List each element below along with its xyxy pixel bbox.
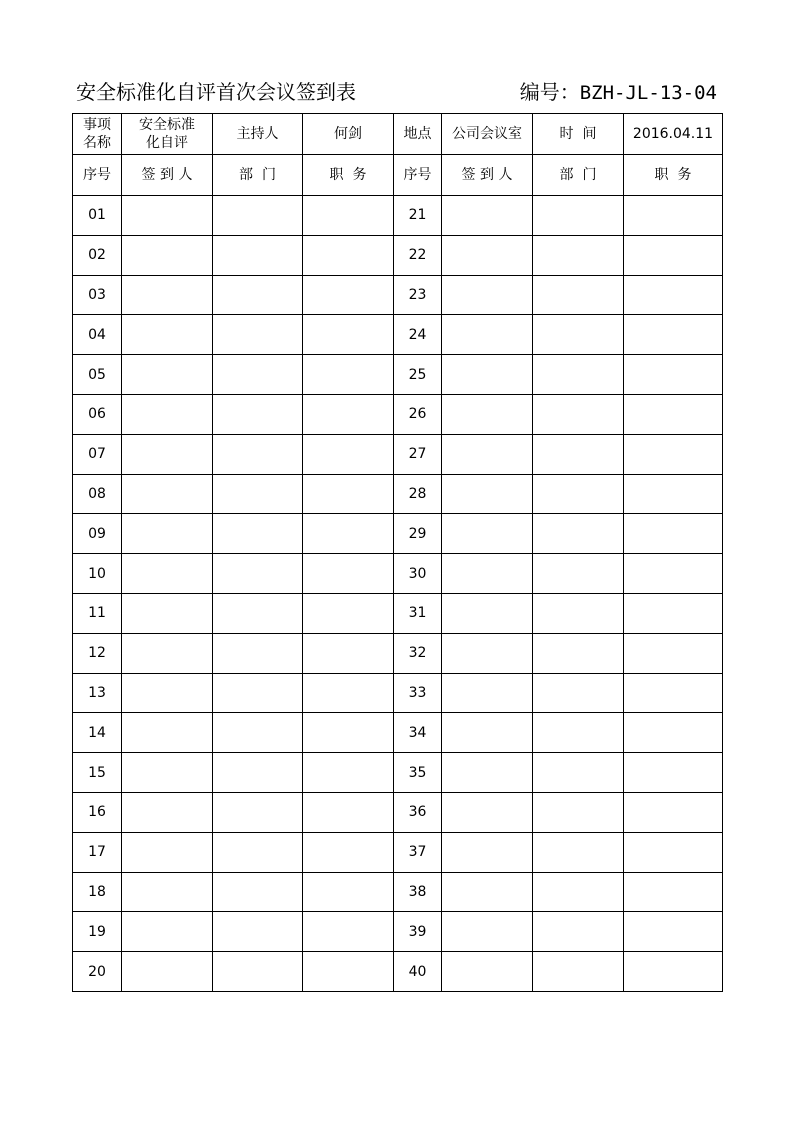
department-cell[interactable]	[213, 633, 303, 673]
position-cell[interactable]	[303, 713, 394, 753]
table-row	[73, 554, 723, 594]
position-cell[interactable]	[624, 434, 723, 474]
signer-cell[interactable]	[122, 355, 213, 395]
signer-cell[interactable]	[442, 514, 533, 554]
signer-cell[interactable]	[122, 872, 213, 912]
position-cell[interactable]	[303, 394, 394, 434]
position-cell[interactable]	[624, 394, 723, 434]
position-cell[interactable]	[303, 792, 394, 832]
position-cell[interactable]	[624, 832, 723, 872]
position-cell[interactable]	[624, 315, 723, 355]
row-number-right: 26	[394, 394, 442, 434]
row-number-left: 05	[73, 355, 122, 395]
row-number-right: 30	[394, 554, 442, 594]
signer-cell[interactable]	[442, 355, 533, 395]
row-number-left: 20	[73, 952, 122, 992]
department-cell[interactable]	[533, 673, 624, 713]
signer-cell[interactable]	[442, 196, 533, 236]
position-cell[interactable]	[303, 952, 394, 992]
signer-cell[interactable]	[122, 792, 213, 832]
row-number-left: 07	[73, 434, 122, 474]
table-row	[73, 872, 723, 912]
place-value: 公司会议室	[442, 114, 533, 155]
row-number-left: 09	[73, 514, 122, 554]
department-cell[interactable]	[213, 753, 303, 793]
position-cell[interactable]	[624, 474, 723, 514]
department-cell[interactable]	[533, 355, 624, 395]
position-cell[interactable]	[624, 554, 723, 594]
position-cell[interactable]	[303, 196, 394, 236]
department-cell[interactable]	[213, 434, 303, 474]
department-cell[interactable]	[213, 872, 303, 912]
table-row	[73, 315, 723, 355]
signer-cell[interactable]	[442, 593, 533, 633]
col-signer-right: 签 到 人	[442, 155, 533, 196]
table-row	[73, 196, 723, 236]
row-number-left: 10	[73, 554, 122, 594]
department-cell[interactable]	[533, 832, 624, 872]
department-cell[interactable]	[213, 554, 303, 594]
row-number-left: 15	[73, 753, 122, 793]
position-cell[interactable]	[624, 633, 723, 673]
signer-cell[interactable]	[442, 832, 533, 872]
row-number-right: 39	[394, 912, 442, 952]
signer-cell[interactable]	[442, 434, 533, 474]
table-row	[73, 633, 723, 673]
table-row	[73, 434, 723, 474]
position-cell[interactable]	[303, 235, 394, 275]
code-label: 编号：	[519, 80, 580, 104]
table-row	[73, 753, 723, 793]
position-cell[interactable]	[624, 275, 723, 315]
signer-cell[interactable]	[122, 394, 213, 434]
host-value: 何剑	[303, 114, 394, 155]
table-row	[73, 355, 723, 395]
row-number-left: 11	[73, 593, 122, 633]
department-cell[interactable]	[533, 593, 624, 633]
signer-cell[interactable]	[442, 952, 533, 992]
position-cell[interactable]	[624, 753, 723, 793]
table-row	[73, 832, 723, 872]
department-cell[interactable]	[213, 514, 303, 554]
row-number-right: 22	[394, 235, 442, 275]
row-number-right: 36	[394, 792, 442, 832]
row-number-left: 04	[73, 315, 122, 355]
row-number-left: 08	[73, 474, 122, 514]
department-cell[interactable]	[213, 474, 303, 514]
row-number-left: 01	[73, 196, 122, 236]
position-cell[interactable]	[303, 912, 394, 952]
department-cell[interactable]	[213, 196, 303, 236]
department-cell[interactable]	[213, 912, 303, 952]
department-cell[interactable]	[533, 952, 624, 992]
time-label: 时 间	[533, 114, 624, 155]
position-cell[interactable]	[624, 872, 723, 912]
row-number-left: 16	[73, 792, 122, 832]
row-number-right: 21	[394, 196, 442, 236]
code-value: BZH-JL-13-04	[579, 82, 717, 104]
row-number-right: 25	[394, 355, 442, 395]
signer-cell[interactable]	[122, 514, 213, 554]
signer-cell[interactable]	[442, 554, 533, 594]
signer-cell[interactable]	[442, 753, 533, 793]
position-cell[interactable]	[303, 554, 394, 594]
info-row	[73, 114, 723, 155]
position-cell[interactable]	[624, 792, 723, 832]
row-number-left: 02	[73, 235, 122, 275]
table-row	[73, 235, 723, 275]
department-cell[interactable]	[533, 434, 624, 474]
department-cell[interactable]	[533, 912, 624, 952]
row-number-left: 03	[73, 275, 122, 315]
row-number-right: 33	[394, 673, 442, 713]
signer-cell[interactable]	[442, 792, 533, 832]
sign-in-table	[72, 113, 723, 992]
department-cell[interactable]	[533, 196, 624, 236]
signer-cell[interactable]	[122, 753, 213, 793]
department-cell[interactable]	[533, 474, 624, 514]
row-number-right: 35	[394, 753, 442, 793]
row-number-right: 28	[394, 474, 442, 514]
signer-cell[interactable]	[122, 952, 213, 992]
position-cell[interactable]	[303, 633, 394, 673]
signer-cell[interactable]	[442, 394, 533, 434]
department-cell[interactable]	[213, 593, 303, 633]
signer-cell[interactable]	[122, 633, 213, 673]
position-cell[interactable]	[303, 355, 394, 395]
signer-cell[interactable]	[442, 633, 533, 673]
signer-cell[interactable]	[122, 434, 213, 474]
department-cell[interactable]	[533, 753, 624, 793]
document-title: 安全标准化自评首次会议签到表	[76, 80, 356, 104]
position-cell[interactable]	[624, 235, 723, 275]
table-row	[73, 912, 723, 952]
row-number-left: 14	[73, 713, 122, 753]
department-cell[interactable]	[213, 832, 303, 872]
signer-cell[interactable]	[122, 474, 213, 514]
item-value: 安全标准化自评	[122, 114, 213, 155]
signer-cell[interactable]	[122, 196, 213, 236]
signer-cell[interactable]	[122, 275, 213, 315]
row-number-right: 24	[394, 315, 442, 355]
row-number-left: 18	[73, 872, 122, 912]
signer-cell[interactable]	[442, 275, 533, 315]
department-cell[interactable]	[533, 235, 624, 275]
row-number-right: 32	[394, 633, 442, 673]
position-cell[interactable]	[303, 872, 394, 912]
department-cell[interactable]	[533, 872, 624, 912]
department-cell[interactable]	[533, 792, 624, 832]
position-cell[interactable]	[303, 474, 394, 514]
table-row	[73, 673, 723, 713]
table-row	[73, 792, 723, 832]
row-number-left: 12	[73, 633, 122, 673]
signer-cell[interactable]	[442, 235, 533, 275]
col-title-right: 职 务	[624, 155, 723, 196]
department-cell[interactable]	[213, 394, 303, 434]
signer-cell[interactable]	[122, 315, 213, 355]
row-number-right: 34	[394, 713, 442, 753]
host-label: 主持人	[213, 114, 303, 155]
position-cell[interactable]	[624, 713, 723, 753]
table-row	[73, 394, 723, 434]
department-cell[interactable]	[213, 792, 303, 832]
department-cell[interactable]	[533, 275, 624, 315]
signer-cell[interactable]	[442, 912, 533, 952]
position-cell[interactable]	[624, 673, 723, 713]
position-cell[interactable]	[624, 196, 723, 236]
department-cell[interactable]	[533, 554, 624, 594]
signer-cell[interactable]	[122, 235, 213, 275]
signer-cell[interactable]	[122, 593, 213, 633]
signer-cell[interactable]	[122, 673, 213, 713]
row-number-right: 37	[394, 832, 442, 872]
row-number-left: 17	[73, 832, 122, 872]
signer-cell[interactable]	[442, 872, 533, 912]
position-cell[interactable]	[303, 514, 394, 554]
signer-cell[interactable]	[122, 832, 213, 872]
row-number-right: 23	[394, 275, 442, 315]
col-signer-left: 签 到 人	[122, 155, 213, 196]
time-value: 2016.04.11	[624, 114, 723, 155]
signer-cell[interactable]	[442, 474, 533, 514]
position-cell[interactable]	[303, 753, 394, 793]
signer-cell[interactable]	[122, 554, 213, 594]
table-row	[73, 713, 723, 753]
col-dept-left: 部 门	[213, 155, 303, 196]
col-seq-right: 序号	[394, 155, 442, 196]
department-cell[interactable]	[213, 713, 303, 753]
row-number-right: 40	[394, 952, 442, 992]
position-cell[interactable]	[624, 912, 723, 952]
row-number-right: 27	[394, 434, 442, 474]
document-code	[520, 80, 717, 105]
signer-cell[interactable]	[442, 315, 533, 355]
row-number-right: 38	[394, 872, 442, 912]
row-number-left: 13	[73, 673, 122, 713]
department-cell[interactable]	[533, 514, 624, 554]
position-cell[interactable]	[624, 514, 723, 554]
signer-cell[interactable]	[442, 673, 533, 713]
position-cell[interactable]	[303, 315, 394, 355]
position-cell[interactable]	[303, 275, 394, 315]
row-number-left: 06	[73, 394, 122, 434]
department-cell[interactable]	[533, 315, 624, 355]
row-number-left: 19	[73, 912, 122, 952]
department-cell[interactable]	[213, 355, 303, 395]
position-cell[interactable]	[303, 434, 394, 474]
position-cell[interactable]	[624, 355, 723, 395]
table-row	[73, 593, 723, 633]
department-cell[interactable]	[533, 394, 624, 434]
row-number-right: 31	[394, 593, 442, 633]
department-cell[interactable]	[213, 235, 303, 275]
department-cell[interactable]	[213, 952, 303, 992]
column-header-row	[73, 155, 723, 196]
item-label: 事项名称	[73, 114, 122, 155]
position-cell[interactable]	[303, 593, 394, 633]
department-cell[interactable]	[213, 315, 303, 355]
table-row	[73, 474, 723, 514]
place-label: 地点	[394, 114, 442, 155]
department-cell[interactable]	[213, 673, 303, 713]
department-cell[interactable]	[213, 275, 303, 315]
position-cell[interactable]	[303, 673, 394, 713]
col-title-left: 职 务	[303, 155, 394, 196]
department-cell[interactable]	[533, 633, 624, 673]
signer-cell[interactable]	[122, 912, 213, 952]
table-row	[73, 275, 723, 315]
row-number-right: 29	[394, 514, 442, 554]
position-cell[interactable]	[624, 952, 723, 992]
table-row	[73, 952, 723, 992]
col-seq-left: 序号	[73, 155, 122, 196]
department-cell[interactable]	[533, 713, 624, 753]
signer-cell[interactable]	[122, 713, 213, 753]
signer-cell[interactable]	[442, 713, 533, 753]
table-row	[73, 514, 723, 554]
position-cell[interactable]	[624, 593, 723, 633]
position-cell[interactable]	[303, 832, 394, 872]
col-dept-right: 部 门	[533, 155, 624, 196]
